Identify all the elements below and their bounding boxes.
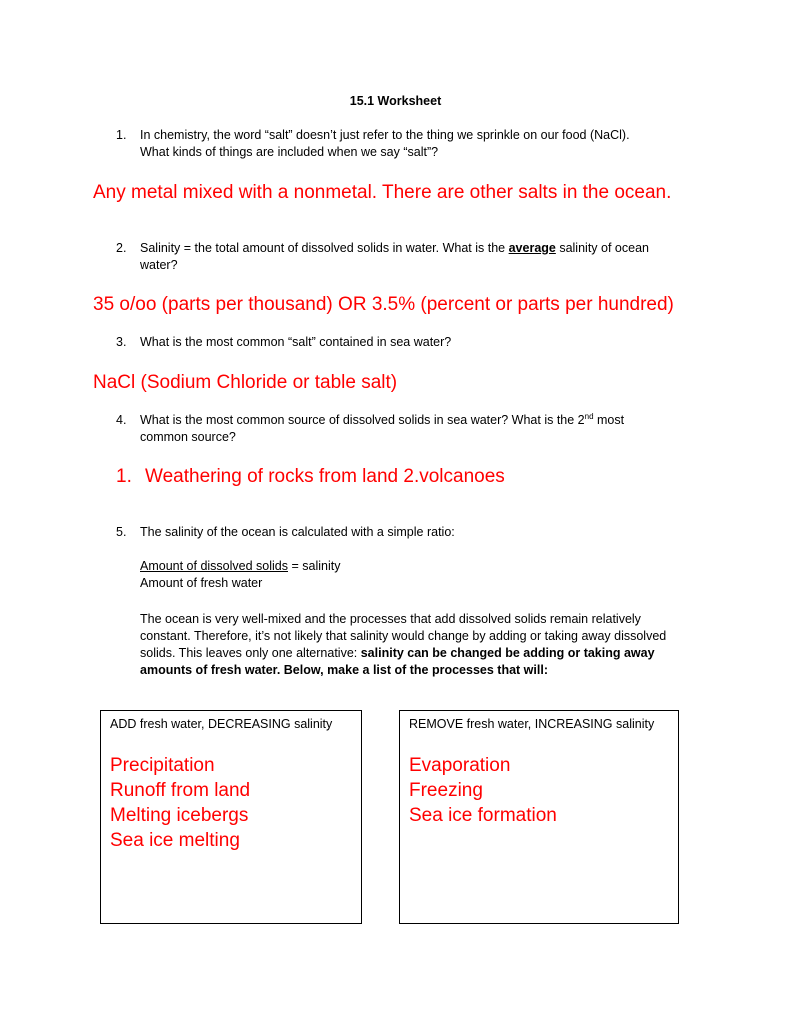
question-text-line2: water? (140, 258, 178, 272)
text-segment: What is the most common source of dissolved solids in sea water? What is the 2 (140, 413, 585, 427)
remove-process-list (409, 753, 557, 828)
text-segment: solids. This leaves only one alternative: (140, 646, 361, 660)
ratio-numerator-line (140, 558, 710, 575)
list-item: Runoff from land (110, 780, 251, 801)
answer-3: NaCl (Sodium Chloride or table salt) (93, 372, 398, 393)
question-4 (116, 412, 706, 446)
list-item: Sea ice formation (409, 805, 557, 826)
paragraph-line: The ocean is very well-mixed and the processes that add dissolved solids remain relatively (140, 612, 641, 626)
question-text-line1 (140, 240, 706, 257)
question-3 (116, 334, 706, 351)
question-text-line2: common source? (140, 430, 236, 444)
paragraph-line: amounts of fresh water. Below, make a list of the processes that will: (140, 663, 548, 677)
question-text-line1 (140, 412, 706, 429)
list-item: Precipitation (110, 755, 215, 776)
question-number: 3. (116, 335, 127, 349)
question-text: What is the most common “salt” contained in sea water? (140, 335, 452, 349)
answer-2: 35 o/oo (parts per thousand) OR 3.5% (percent or parts per hundred) (93, 294, 674, 315)
question-number: 5. (116, 525, 127, 539)
question-number: 2. (116, 241, 127, 255)
list-item: Freezing (409, 780, 483, 801)
box-header: REMOVE fresh water, INCREASING salinity (409, 717, 655, 731)
text-segment: salinity of ocean (555, 241, 649, 255)
superscript: nd (584, 411, 594, 421)
question-text-line2: What kinds of things are included when we say “salt”? (140, 145, 439, 159)
text-segment: most (593, 413, 625, 427)
answer-1: Any metal mixed with a nonmetal. There are other salts in the ocean. (93, 182, 672, 203)
list-item: Evaporation (409, 755, 511, 776)
remove-fresh-water-box (399, 710, 679, 924)
salinity-ratio (140, 558, 710, 592)
ratio-denominator: Amount of fresh water (140, 576, 263, 590)
add-fresh-water-box (100, 710, 362, 924)
text-segment: Salinity = the total amount of dissolved solids in water. What is the (140, 241, 509, 255)
question-1 (116, 127, 706, 161)
question-number: 4. (116, 413, 127, 427)
worksheet-title: 15.1 Worksheet (349, 94, 442, 108)
box-header: ADD fresh water, DECREASING salinity (110, 717, 333, 731)
bold-segment: salinity can be changed be adding or taking away (360, 646, 655, 660)
question-5 (116, 524, 706, 541)
ratio-equals: = salinity (288, 559, 341, 573)
question-text: The salinity of the ocean is calculated with a simple ratio: (140, 525, 455, 539)
paragraph-line (140, 645, 710, 662)
question-number: 1. (116, 128, 127, 142)
question-text-line1: In chemistry, the word “salt” doesn’t just refer to the thing we sprinkle on our food (NaCl). (140, 128, 630, 142)
list-item: Sea ice melting (110, 830, 240, 851)
answer-4-number: 1. (116, 466, 132, 487)
explanation-paragraph (140, 611, 710, 679)
add-process-list (110, 753, 250, 853)
question-2 (116, 240, 706, 274)
answer-4: Weathering of rocks from land 2.volcanoes (145, 466, 505, 487)
emphasis-word: average (508, 241, 556, 255)
ratio-numerator: Amount of dissolved solids (140, 559, 288, 573)
paragraph-line: constant. Therefore, it’s not likely that salinity would change by adding or taking away dissolved (140, 629, 667, 643)
list-item: Melting icebergs (110, 805, 249, 826)
